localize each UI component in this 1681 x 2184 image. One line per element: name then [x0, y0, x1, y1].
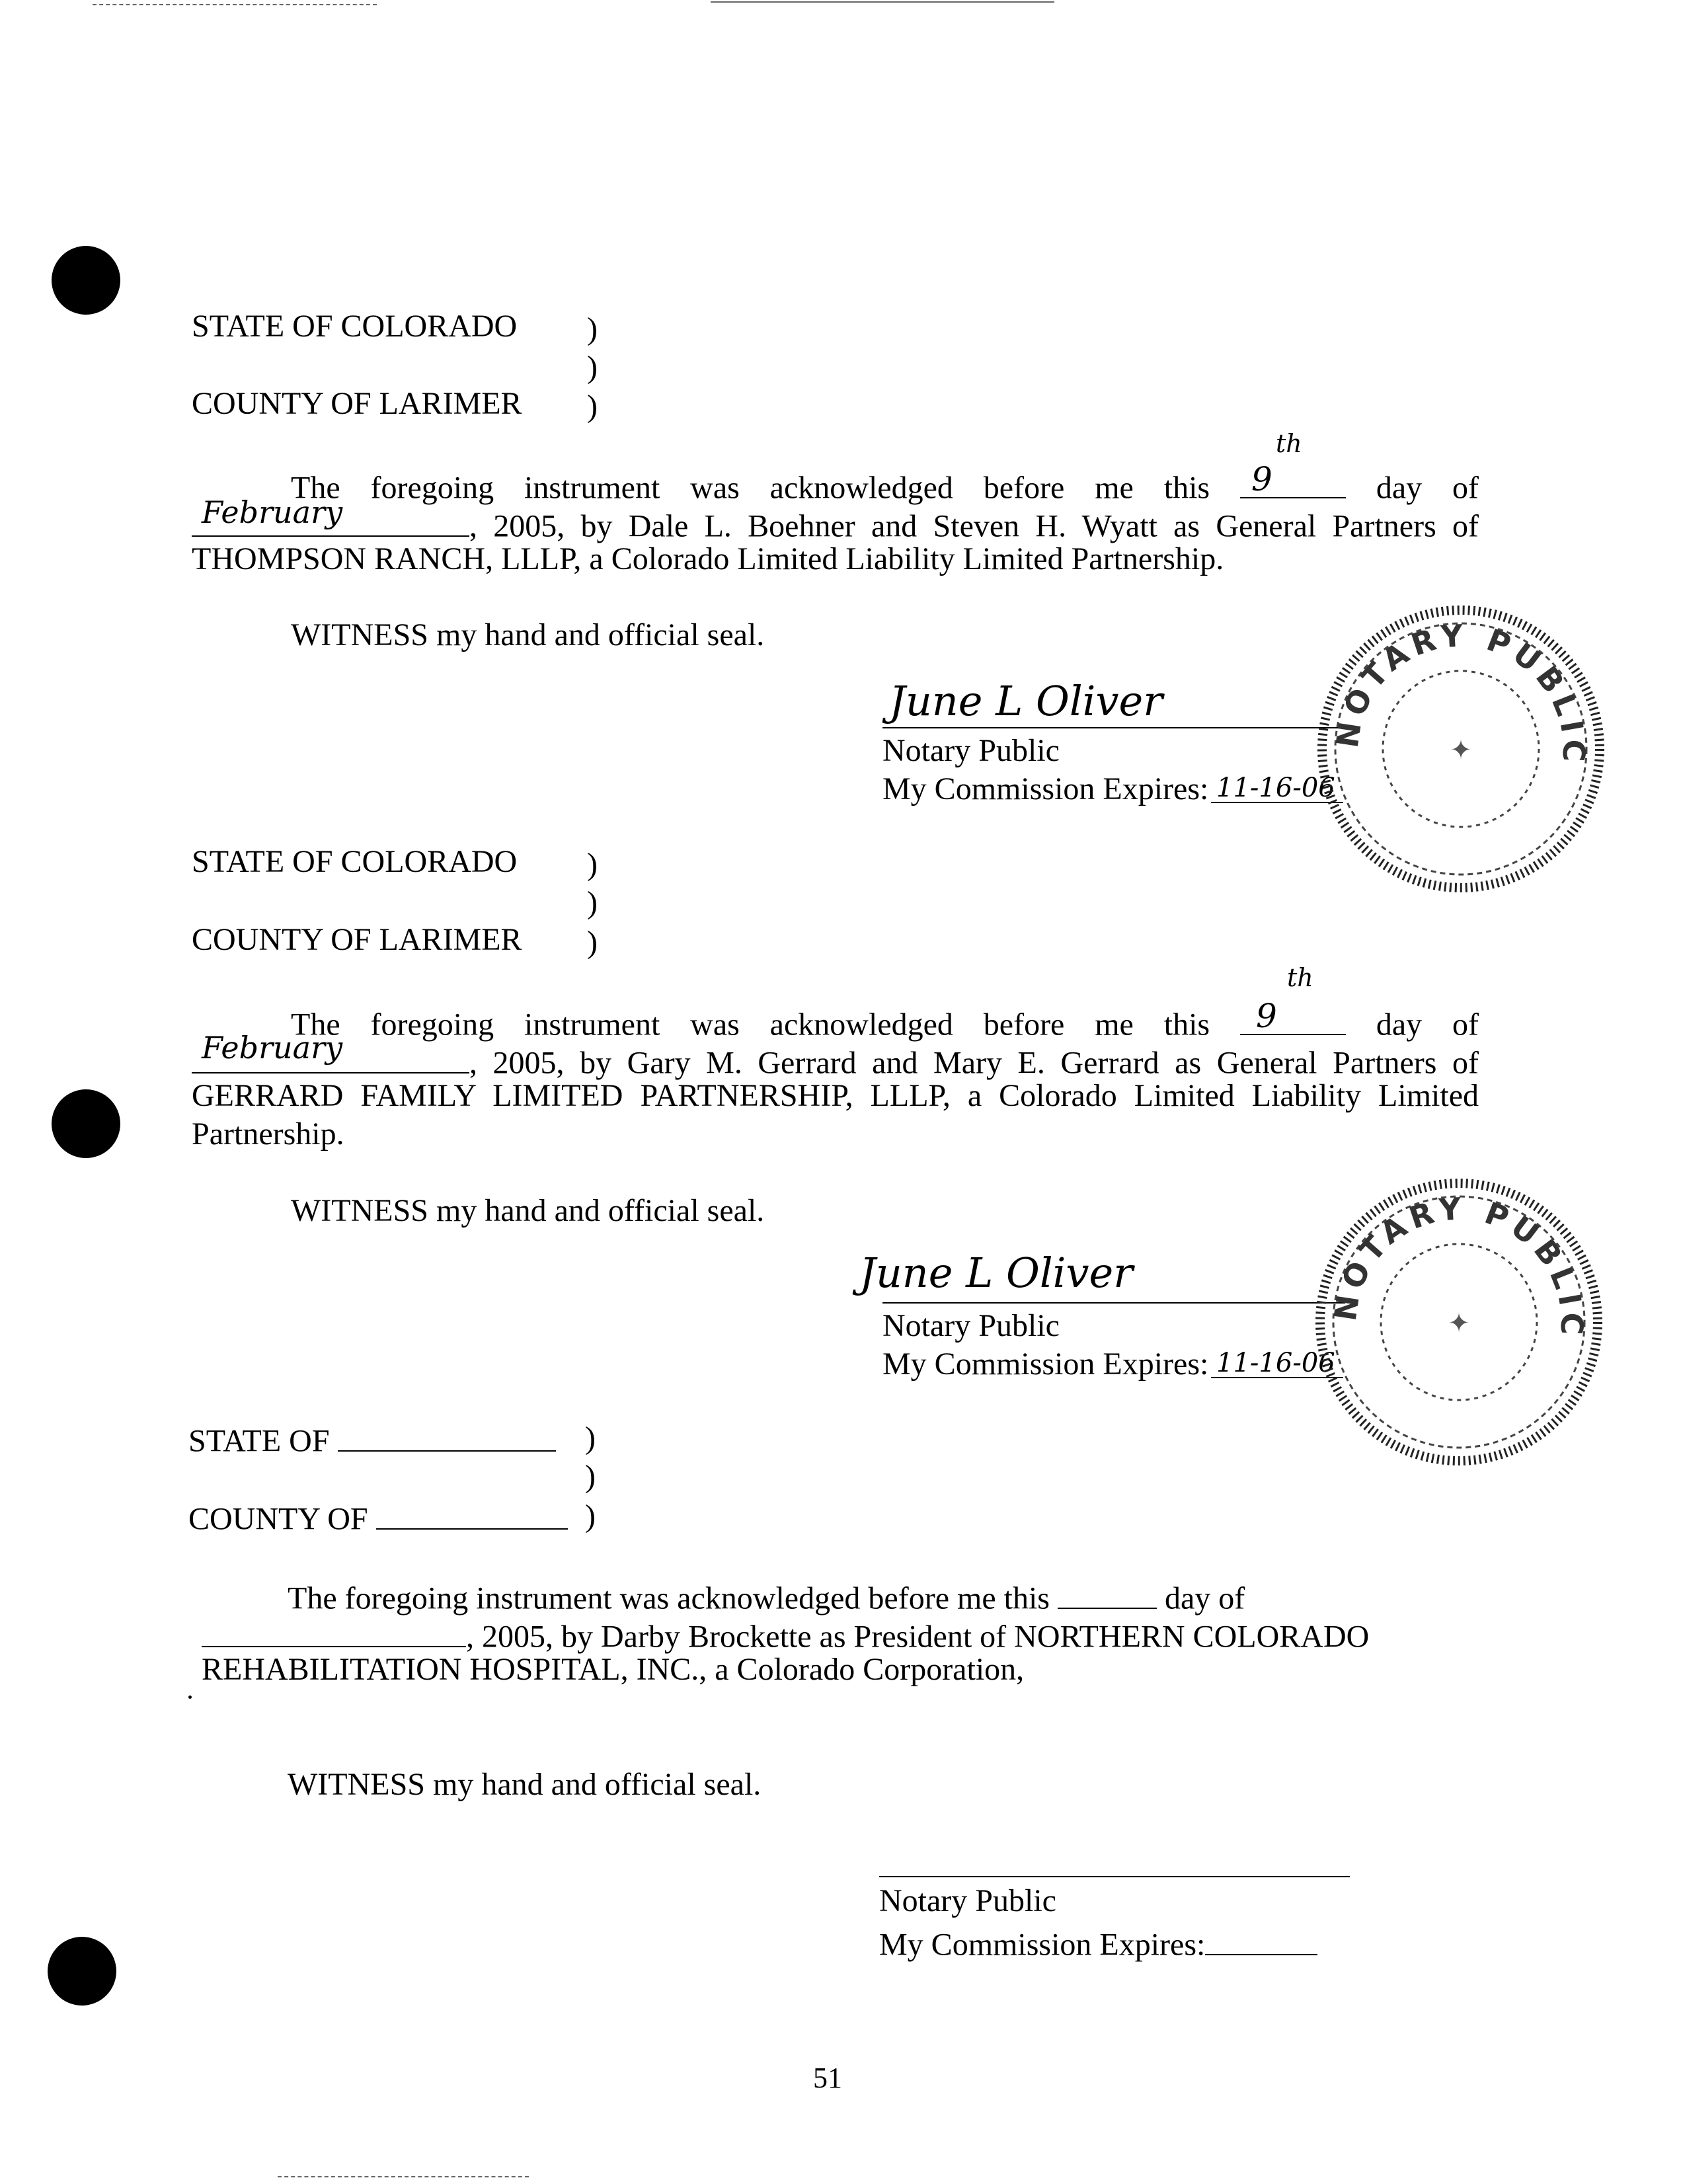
state-of-colorado-label: STATE OF COLORADO — [192, 844, 518, 879]
svg-text:✦: ✦ — [1450, 735, 1472, 765]
county-of-larimer-label: COUNTY OF LARIMER — [192, 386, 522, 421]
witness-line: WITNESS my hand and official seal. — [291, 617, 765, 652]
commission-expires-handwritten: 11-16-06 — [1216, 1348, 1335, 1378]
notary-seal — [1304, 1167, 1614, 1477]
state-field — [338, 1420, 556, 1452]
ack-line-1 — [291, 467, 1479, 504]
scan-artifact-bottom — [278, 2176, 529, 2177]
notary-signature: June L Oliver — [889, 677, 1163, 725]
witness-line: WITNESS my hand and official seal. — [288, 1767, 762, 1802]
stray-mark — [188, 1696, 192, 1699]
ack-line-2: , 2005, by Gary M. Gerrard and Mary E. Gerrard as General Partners of — [192, 1042, 1479, 1079]
punch-hole — [52, 246, 120, 315]
day-field — [1058, 1577, 1157, 1609]
ack-line-4: Partnership. — [192, 1116, 344, 1151]
signature-line — [882, 1302, 1345, 1304]
notary-public-label: Notary Public — [882, 1308, 1060, 1343]
scan-artifact-top — [93, 4, 377, 5]
month-field — [202, 1616, 466, 1647]
notary-public-label: Notary Public — [879, 1883, 1056, 1918]
venue-paren: ) — [587, 311, 598, 346]
venue-paren: ) — [587, 350, 598, 385]
page-number: 51 — [813, 2062, 842, 2094]
notary-seal — [1306, 594, 1616, 904]
state-of-label: STATE OF — [188, 1420, 556, 1458]
ack-line-3: REHABILITATION HOSPITAL, INC., a Colorado Corporation, — [202, 1652, 1025, 1687]
venue-paren: ) — [587, 389, 598, 424]
punch-hole — [52, 1089, 120, 1158]
county-field — [376, 1498, 568, 1530]
commission-expires-handwritten: 11-16-06 — [1216, 773, 1335, 803]
ack-line-1: The foregoing instrument was acknowledged before me this day of — [288, 1577, 1245, 1615]
month-handwritten: February — [202, 1030, 343, 1066]
commission-expires-label: My Commission Expires: — [879, 1924, 1317, 1961]
day-suffix-handwritten: th — [1276, 429, 1302, 458]
notary-signature: June L Oliver — [859, 1249, 1133, 1297]
day-suffix-handwritten: th — [1287, 963, 1313, 992]
signature-line — [882, 727, 1345, 728]
venue-paren: ) — [587, 925, 598, 960]
venue-paren: ) — [587, 847, 598, 882]
venue-paren: ) — [585, 1459, 596, 1494]
punch-hole — [48, 1937, 116, 2006]
notary-public-label: Notary Public — [882, 733, 1060, 768]
county-of-larimer-label: COUNTY OF LARIMER — [192, 922, 522, 957]
ack-line-2: , 2005, by Darby Brockette as President of NORTHERN COLORADO — [202, 1616, 1369, 1653]
ack-line-2: , 2005, by Dale L. Boehner and Steven H. Wyatt as General Partners of — [192, 505, 1479, 543]
commission-expires-field — [1205, 1924, 1317, 1955]
signature-line — [879, 1876, 1350, 1877]
venue-paren: ) — [587, 885, 598, 920]
commission-expires-label: My Commission Expires: — [882, 1346, 1209, 1382]
seal-text: NOTARY PUBLIC — [1329, 617, 1592, 768]
month-handwritten: February — [202, 494, 343, 530]
ack-line-3: THOMPSON RANCH, LLLP, a Colorado Limited Liability Limited Partnership. — [192, 541, 1224, 576]
svg-text:✦: ✦ — [1448, 1308, 1470, 1339]
venue-paren: ) — [585, 1499, 596, 1534]
commission-expires-label: My Commission Expires: — [882, 771, 1209, 806]
ack-line-1-text: The foregoing instrument was acknowledged before me this day of — [291, 467, 1479, 504]
venue-paren: ) — [585, 1421, 596, 1456]
ack-line-3: GERRARD FAMILY LIMITED PARTNERSHIP, LLLP, a Colorado Limited Liability Limited — [192, 1078, 1479, 1113]
seal-text: NOTARY PUBLIC — [1327, 1190, 1590, 1341]
state-of-colorado-label: STATE OF COLORADO — [192, 309, 518, 344]
county-of-label: COUNTY OF — [188, 1498, 568, 1536]
witness-line: WITNESS my hand and official seal. — [291, 1193, 765, 1228]
scan-artifact-top — [711, 1, 1054, 3]
day-handwritten: 9 — [1256, 997, 1277, 1035]
day-handwritten: 9 — [1251, 460, 1272, 498]
ack-line-1: The foregoing instrument was acknowledged before me this day of — [291, 1003, 1479, 1041]
